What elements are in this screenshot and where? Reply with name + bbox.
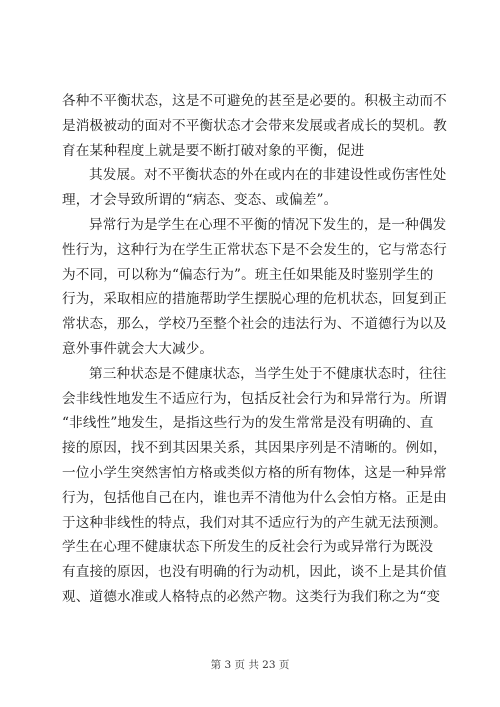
text-line: 接的原因，找不到其因果关系，其因果序列是不清晰的。例如， — [62, 440, 447, 457]
document-body — [62, 89, 447, 610]
text-line: 各种不平衡状态，这是不可避免的甚至是必要的。积极主动而不 — [62, 93, 447, 109]
paragraph-start-line: 第三种状态是不健康状态，当学生处于不健康状态时，往往 — [89, 365, 447, 382]
page-number-label: 第 3 页 共 23 页 — [210, 659, 290, 671]
text-line: 育在某种程度上就是要不断打破对象的平衡，促进 — [62, 142, 365, 159]
text-line: 行为，采取相应的措施帮助学生摆脱心理的危机状态，回复到正 — [62, 291, 447, 308]
text-line: 观、道德水准或人格特点的必然产物。这类行为我们称之为“变 — [62, 588, 441, 605]
text-line: 性行为，这种行为在学生正常状态下是不会发生的，它与常态行 — [62, 241, 447, 258]
text-line: 为不同，可以称为“偏态行为”。班主任如果能及时鉴别学生的 — [62, 266, 434, 283]
text-line: 其发展。对不平衡状态的外在或内在的非建设性或伤害性处 — [89, 167, 447, 184]
text-line: 常状态，那么，学校乃至整个社会的违法行为、不道德行为以及 — [62, 316, 447, 333]
text-line: 一位小学生突然害怕方格或类似方格的所有物体，这是一种异常 — [62, 464, 447, 481]
text-line: 会非线性地发生不适应行为，包括反社会行为和异常行为。所谓 — [62, 390, 447, 407]
text-line: 意外事件就会大大减少。 — [62, 340, 214, 357]
text-line: 学生在心理不健康状态下所发生的反社会行为或异常行为既没 — [62, 539, 434, 556]
text-line: 行为，包括他自己在内，谁也弄不清他为什么会怕方格。正是由 — [62, 489, 447, 506]
text-line: 于这种非线性的特点，我们对其不适应行为的产生就无法预测。 — [62, 514, 447, 531]
paragraph-start-line: 异常行为是学生在心理不平衡的情况下发生的，是一种偶发 — [89, 216, 447, 233]
page-footer — [0, 657, 500, 672]
text-line: “非线性”地发生，是指这些行为的发生常常是没有明确的、直 — [62, 415, 434, 432]
text-line: 有直接的原因，也没有明确的行为动机，因此，谈不上是其价值 — [62, 564, 447, 581]
text-line: 理，才会导致所谓的“病态、变态、或偏差”。 — [62, 192, 338, 209]
text-line: 是消极被动的面对不平衡状态才会带来发展或者成长的契机。教 — [62, 117, 447, 134]
